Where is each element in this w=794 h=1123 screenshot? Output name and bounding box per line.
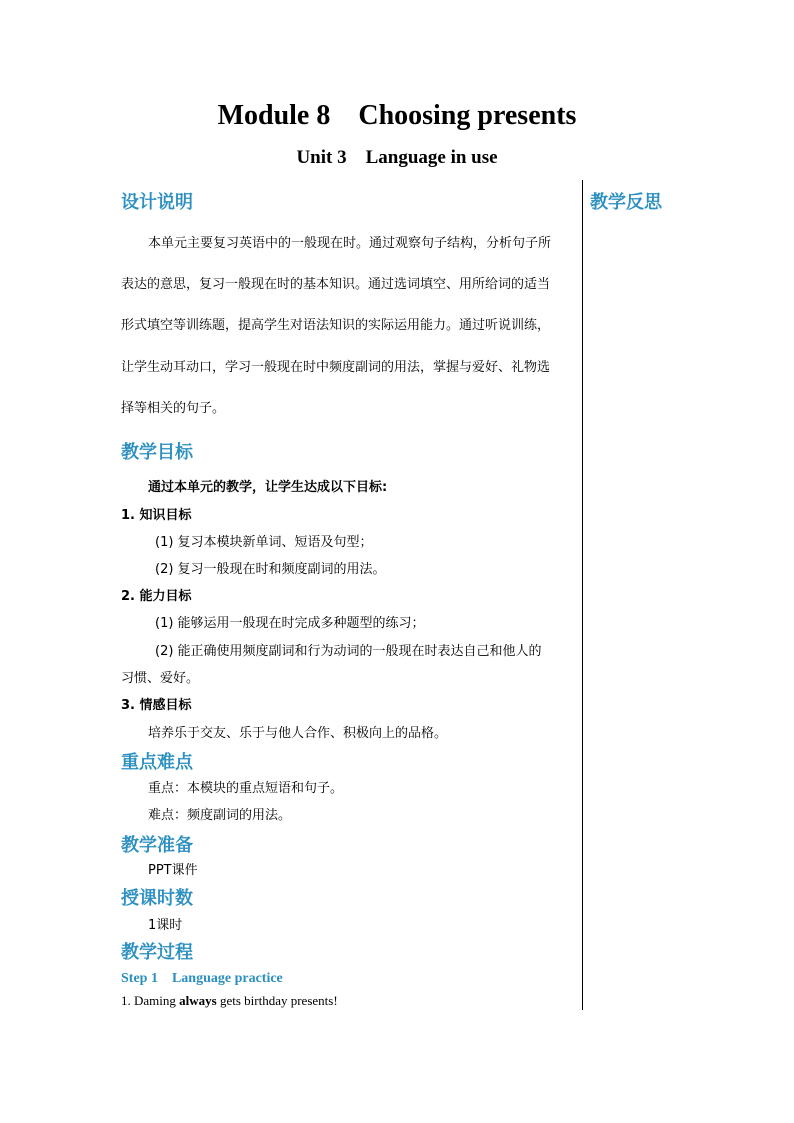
sentence-end: gets birthday presents! — [216, 993, 338, 1008]
objectives-intro: 通过本单元的教学，让学生达成以下目标: — [148, 480, 388, 495]
emotion-text: 培养乐于交友、乐于与他人合作、积极向上的品格。 — [148, 726, 448, 741]
knowledge-label: 1. 知识目标 — [121, 508, 192, 523]
page-subtitle: Unit 3 Language in use — [296, 147, 498, 168]
example-sentence — [121, 993, 338, 1009]
ability-item-2-cont: 习惯、爱好。 — [121, 671, 200, 686]
design-line-2: 表达的意思，复习一般现在时的基本知识。通过选词填空、用所给词的适当 — [121, 277, 551, 292]
page-title: Module 8 Choosing presents — [217, 100, 577, 131]
hours-text: 1课时 — [148, 918, 183, 933]
knowledge-item-2: (2) 复习一般现在时和频度副词的用法。 — [155, 562, 386, 577]
preparation-text: PPT课件 — [148, 863, 198, 878]
knowledge-item-1: (1) 复习本模块新单词、短语及句型； — [155, 535, 373, 550]
design-line-4: 让学生动耳动口，学习一般现在时中频度副词的用法，掌握与爱好、礼物选 — [121, 360, 551, 375]
hours-heading: 授课时数 — [121, 888, 193, 909]
design-line-3: 形式填空等训练题，提高学生对语法知识的实际运用能力。通过听说训练， — [121, 318, 551, 333]
design-heading: 设计说明 — [121, 192, 193, 213]
design-line-1: 本单元主要复习英语中的一般现在时。通过观察句子结构，分析句子所 — [148, 236, 552, 251]
ability-item-2: (2) 能正确使用频度副词和行为动词的一般现在时表达自己和他人的 — [155, 644, 542, 659]
sentence-start: 1. Daming — [121, 993, 180, 1008]
emotion-label: 3. 情感目标 — [121, 698, 192, 713]
sentence-adverb: always — [179, 993, 217, 1008]
column-divider — [582, 180, 583, 1010]
ability-label: 2. 能力目标 — [121, 589, 192, 604]
difficult-point: 难点：频度副词的用法。 — [148, 808, 292, 823]
reflection-heading: 教学反思 — [590, 192, 662, 213]
process-heading: 教学过程 — [121, 942, 193, 963]
key-point: 重点：本模块的重点短语和句子。 — [148, 781, 344, 796]
step-1-heading: Step 1 Language practice — [121, 971, 283, 986]
ability-item-1: (1) 能够运用一般现在时完成多种题型的练习； — [155, 616, 425, 631]
design-line-5: 择等相关的句子。 — [121, 401, 226, 416]
preparation-heading: 教学准备 — [121, 835, 193, 856]
keypoints-heading: 重点难点 — [121, 752, 193, 773]
objectives-heading: 教学目标 — [121, 442, 193, 463]
